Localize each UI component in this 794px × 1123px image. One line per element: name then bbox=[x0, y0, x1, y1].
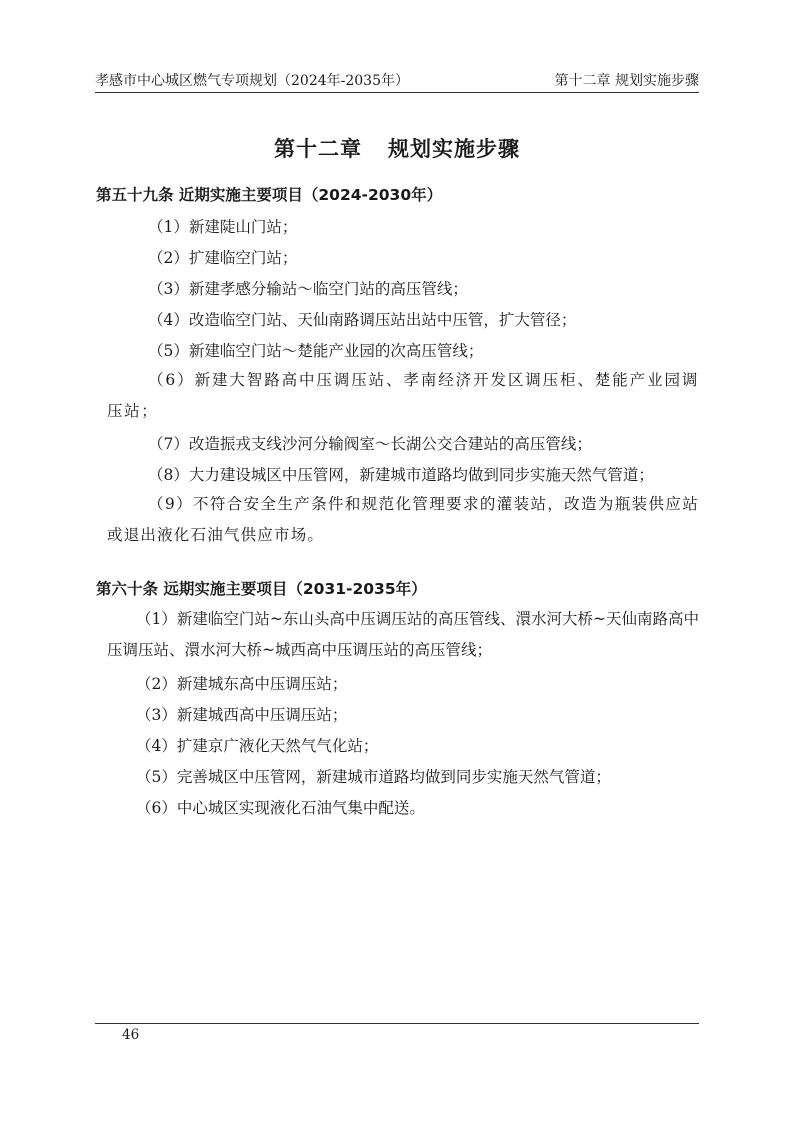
chapter-title bbox=[0, 133, 794, 163]
chapter-number: 第十二章 bbox=[274, 137, 362, 161]
header-chapter-title: 第十二章 规划实施步骤 bbox=[554, 73, 699, 89]
section-heading-59: 第五十九条 近期实施主要项目（2024-2030年） bbox=[96, 186, 443, 204]
list-item: （2）扩建临空门站； bbox=[148, 249, 298, 267]
list-item: （7）改造振戎支线沙河分输阀室～长湖公交合建站的高压管线； bbox=[148, 435, 592, 453]
chapter-name: 规划实施步骤 bbox=[388, 137, 520, 161]
header-document-title: 孝感市中心城区燃气专项规划（2024年-2035年） bbox=[95, 73, 409, 89]
page-header bbox=[95, 62, 699, 93]
list-item: （4）扩建京广液化天然气气化站； bbox=[136, 737, 379, 755]
footer-divider bbox=[95, 1023, 699, 1024]
list-item: （6）新建大智路高中压调压站、孝南经济开发区调压柜、楚能产业园调压站； bbox=[107, 371, 699, 420]
list-item: （8）大力建设城区中压管网，新建城市道路均做到同步实施天然气管道； bbox=[148, 466, 654, 484]
list-item: （9）不符合安全生产条件和规范化管理要求的灌装站，改造为瓶装供应站或退出液化石油气供应市场。 bbox=[107, 495, 699, 544]
list-item: （5）完善城区中压管网，新建城市道路均做到同步实施天然气管道； bbox=[136, 768, 611, 786]
page-number: 46 bbox=[122, 1027, 140, 1043]
list-item: （6）中心城区实现液化石油气集中配送。 bbox=[136, 799, 425, 817]
list-item: （4）改造临空门站、天仙南路调压站出站中压管，扩大管径； bbox=[148, 311, 577, 329]
list-item: （2）新建城东高中压调压站； bbox=[136, 675, 348, 693]
list-item: （1）新建陡山门站； bbox=[148, 218, 298, 236]
list-item: （3）新建孝感分输站～临空门站的高压管线； bbox=[148, 280, 468, 298]
section-heading-60: 第六十条 远期实施主要项目（2031-2035年） bbox=[96, 580, 427, 598]
list-item: （3）新建城西高中压调压站； bbox=[136, 706, 348, 724]
list-item: （1）新建临空门站~东山头高中压调压站的高压管线、澴水河大桥~天仙南路高中压调压站、澴水河大桥~城西高中压调压站的高压管线； bbox=[107, 610, 699, 659]
list-item: （5）新建临空门站～楚能产业园的次高压管线； bbox=[148, 342, 484, 360]
